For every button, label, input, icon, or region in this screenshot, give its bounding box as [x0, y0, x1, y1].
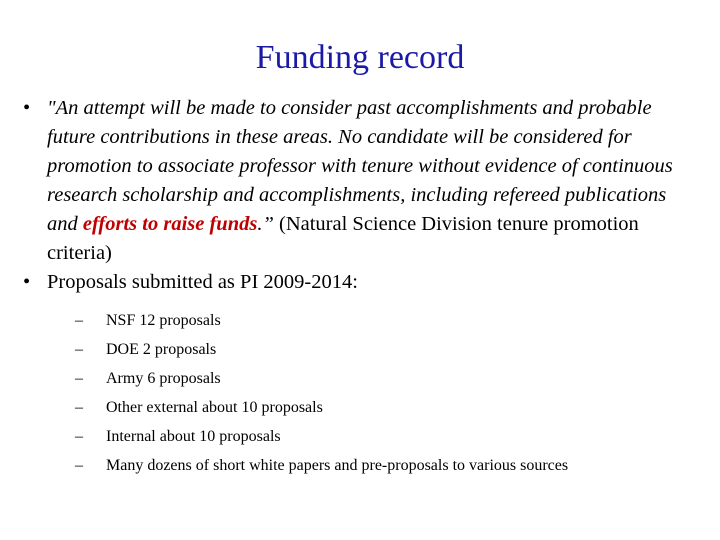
sub-item-text: NSF 12 proposals — [106, 312, 221, 329]
sub-item-white-papers — [75, 451, 695, 480]
bullet-tenure-criteria-quote — [20, 94, 700, 268]
dash-icon: – — [75, 457, 83, 474]
proposals-heading: Proposals submitted as PI 2009-2014: — [47, 271, 358, 293]
bullet-proposals-submitted — [20, 268, 700, 297]
bullet-dot-icon: • — [23, 271, 31, 293]
bullet-dot-icon: • — [23, 97, 31, 119]
quote-text: "An attempt will be made to consider past accomplishments and probable future contributions in these areas. No candidate will be considered for promotion to associate professor with tenure without evidence of continuous research scholarship and accomplishments, including refereed publications and — [47, 97, 673, 235]
sub-item-nsf — [75, 306, 695, 335]
highlighted-phrase: efforts to raise funds — [82, 213, 258, 235]
dash-icon: – — [75, 341, 83, 358]
sub-item-other-external — [75, 393, 695, 422]
dash-icon: – — [75, 312, 83, 329]
main-bullet-list — [20, 94, 700, 297]
sub-item-text: Other external about 10 proposals — [106, 399, 323, 416]
dash-icon: – — [75, 370, 83, 387]
quote-close: .” — [257, 213, 274, 235]
dash-icon: – — [75, 399, 83, 416]
sub-item-doe — [75, 335, 695, 364]
sub-item-internal — [75, 422, 695, 451]
dash-icon: – — [75, 428, 83, 445]
slide-title: Funding record — [255, 39, 465, 76]
proposal-sub-list — [75, 306, 695, 480]
quote-source: (Natural Science Division tenure promotion criteria) — [47, 213, 639, 264]
sub-item-army — [75, 364, 695, 393]
sub-item-text: Many dozens of short white papers and pre-proposals to various sources — [106, 457, 569, 474]
sub-item-text: Army 6 proposals — [106, 370, 221, 387]
sub-item-text: DOE 2 proposals — [106, 341, 217, 358]
sub-item-text: Internal about 10 proposals — [106, 428, 281, 445]
